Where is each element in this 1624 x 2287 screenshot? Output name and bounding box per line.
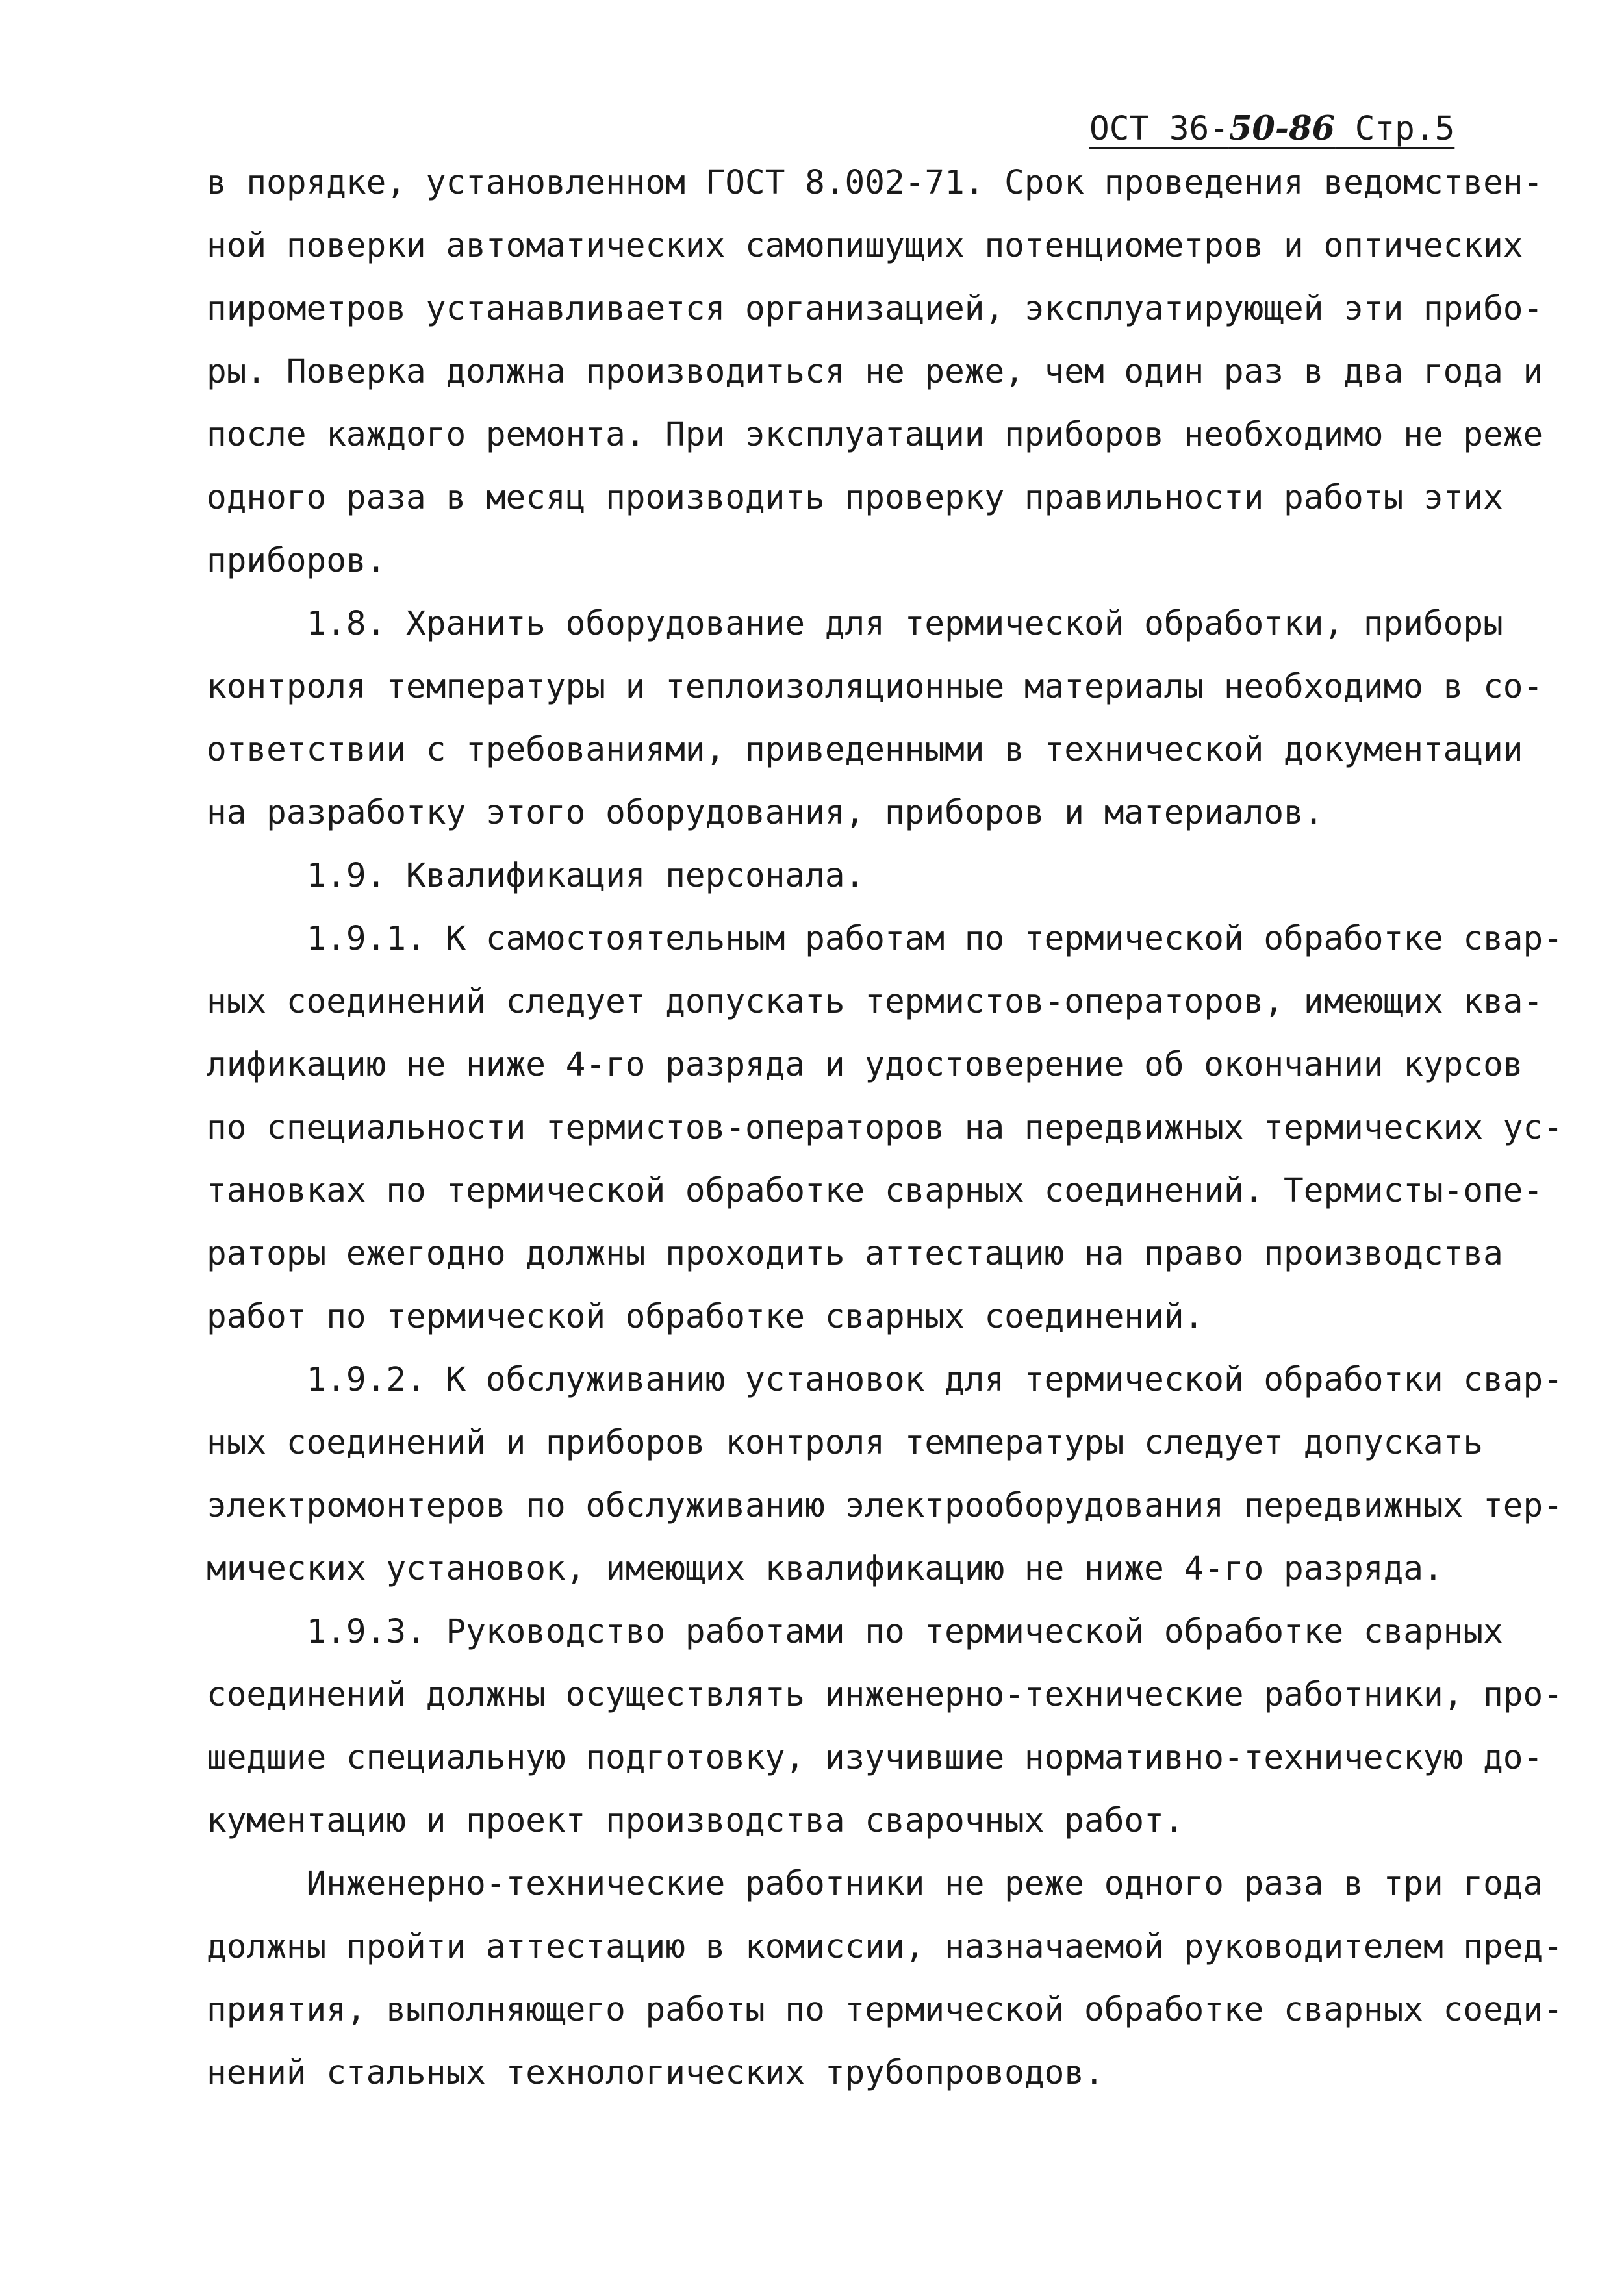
text-line: кументацию и проект производства сварочных работ. bbox=[207, 1802, 1184, 1840]
text-line: контроля температуры и теплоизоляционные материалы необходимо в со- bbox=[207, 668, 1543, 706]
page-header bbox=[1089, 109, 1454, 149]
text-line: ной поверки автоматических самопишущих потенциометров и оптических bbox=[207, 227, 1523, 265]
text-line: ных соединений и приборов контроля температуры следует допускать bbox=[207, 1424, 1484, 1462]
text-line: электромонтеров по обслуживанию электрооборудования передвижных тер- bbox=[207, 1487, 1563, 1525]
paragraph-1-9-2-start: 1.9.2. К обслуживанию установок для термической обработки свар- bbox=[207, 1361, 1563, 1399]
text-line: тановках по термической обработке сварных соединений. Термисты-опе- bbox=[207, 1172, 1543, 1210]
paragraph-1-9-1-start: 1.9.1. К самостоятельным работам по термической обработке свар- bbox=[207, 920, 1563, 958]
text-line: пирометров устанавливается организацией, эксплуатирующей эти прибо- bbox=[207, 290, 1543, 328]
text-line: должны пройти аттестацию в комиссии, назначаемой руководителем пред- bbox=[207, 1928, 1563, 1966]
handwritten-document-number: 50-86 bbox=[1228, 109, 1336, 148]
text-line: приятия, выполняющего работы по термической обработке сварных соеди- bbox=[207, 1991, 1563, 2029]
text-line: в порядке, установленном ГОСТ 8.002-71. Срок проведения ведомствен- bbox=[207, 164, 1543, 202]
paragraph-1-8-start: 1.8. Хранить оборудование для термической обработки, приборы bbox=[207, 605, 1503, 643]
text-line: на разработку этого оборудования, приборов и материалов. bbox=[207, 794, 1324, 832]
page-number-label: Стр.5 bbox=[1335, 110, 1455, 148]
text-line: после каждого ремонта. При эксплуатации приборов необходимо не реже bbox=[207, 416, 1543, 454]
text-line: приборов. bbox=[207, 542, 387, 580]
text-line: мических установок, имеющих квалификацию не ниже 4-го разряда. bbox=[207, 1550, 1443, 1588]
section-heading-1-9: 1.9. Квалификация персонала. bbox=[207, 857, 865, 895]
text-line: шедшие специальную подготовку, изучившие нормативно-техническую до- bbox=[207, 1739, 1543, 1777]
paragraph-1-9-3-start: 1.9.3. Руководство работами по термической обработке сварных bbox=[207, 1613, 1503, 1651]
document-code-prefix: ОСТ 36- bbox=[1089, 110, 1229, 148]
text-line: по специальности термистов-операторов на передвижных термических ус- bbox=[207, 1109, 1563, 1147]
text-line: работ по термической обработке сварных соединений. bbox=[207, 1298, 1204, 1336]
paragraph-engineers-start: Инженерно-технические работники не реже одного раза в три года bbox=[207, 1865, 1543, 1903]
text-line: соединений должны осуществлять инженерно-технические работники, про- bbox=[207, 1676, 1563, 1714]
text-line: нений стальных технологических трубопроводов. bbox=[207, 2054, 1104, 2092]
text-line: одного раза в месяц производить проверку правильности работы этих bbox=[207, 479, 1503, 517]
text-line: ры. Поверка должна производиться не реже, чем один раз в два года и bbox=[207, 353, 1543, 391]
text-line: лификацию не ниже 4-го разряда и удостоверение об окончании курсов bbox=[207, 1046, 1523, 1084]
text-line: раторы ежегодно должны проходить аттестацию на право производства bbox=[207, 1235, 1503, 1273]
text-line: ных соединений следует допускать термистов-операторов, имеющих ква- bbox=[207, 983, 1543, 1021]
text-line: ответствии с требованиями, приведенными в технической документации bbox=[207, 731, 1523, 769]
